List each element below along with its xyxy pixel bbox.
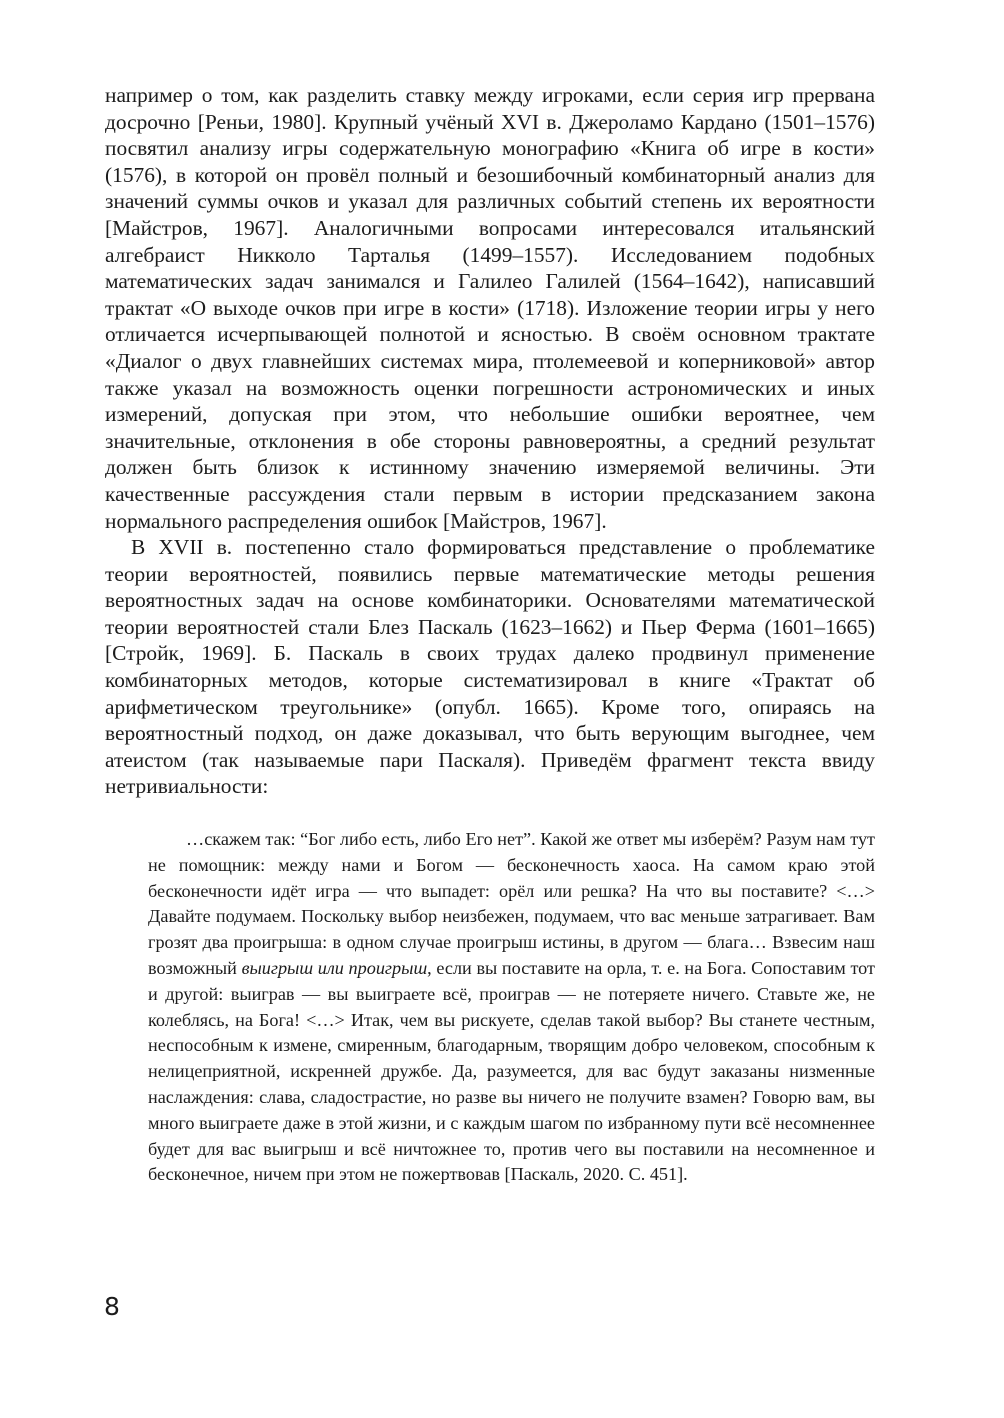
quote-italic-phrase: выигрыш или проигрыш — [241, 958, 428, 979]
paragraph-pascal-fermat: В XVII в. постепенно стало формироваться представление о проблематике теории вероятностей, появились первые математические методы решения вероятностных задач на основе комбинаторики. Основателями математической теории вероятностей стали Блез Паскаль (1623–1662) и Пьер Ферма (1601–1665) [Стройк, 1969]. Б. Паскаль в своих трудах далеко продвинул применение комбинаторных методов, которые систематизировал в книге «Трактат об арифметическом треугольнике» (опубл. 1665). Кроме того, опираясь на вероятностный подход, он даже доказывал, что быть верующим выгоднее, чем атеистом (так называемые пари Паскаля). Приведём фрагмент текста ввиду нетривиальности: — [105, 535, 875, 799]
paragraph-cardano-galileo: например о том, как разделить ставку между игроками, если серия игр прервана досрочно [Реньи, 1980]. Крупный учёный XVI в. Джероламо Кардано (1501–1576) посвятил анализу игры содержательную монографию «Книга об игре в кости» (1576), в которой он провёл полный и безошибочный комбинаторный анализ для значений суммы очков и указал для различных событий степень их вероятности [Майстров, 1967]. Аналогичными вопросами интересовался итальянский алгебраист Никколо Тарталья (1499–1557). Исследованием подобных математических задач занимался и Галилео Галилей (1564–1642), написавший трактат «О выходе очков при игре в кости» (1718). Изложение теории игры у него отличается исчерпывающей полнотой и ясностью. В своём основном трактате «Диалог о двух главнейших системах мира, птолемеевой и коперниковой» автор также указал на возможность оценки погрешности астрономических и иных измерений, допуская при этом, что небольшие ошибки вероятнее, чем значительные, отклонения в обе стороны равновероятны, а средний результат должен быть близок к истинному значению измеряемой величины. Эти качественные рассуждения стали первым в истории предсказанием закона нормального распределения ошибок [Майстров, 1967]. — [105, 83, 875, 533]
quote-text-part-1: …скажем так: “Бог либо есть, либо Его нет”. Какой же ответ мы изберём? Разум нам тут не помощник: между нами и Богом — бесконечность хаоса. На самом краю этой бесконечности идёт игра — что выпадет: орёл или решка? На что вы поставите? <…> Давайте подумаем. Поскольку выбор неизбежен, подумаем, что вас меньше затрагивает. Вам грозят два проигрыша: в одном случае проигрыш истины, в другом — блага… Взвесим наш возможный — [148, 829, 875, 979]
page-number: 8 — [104, 1292, 120, 1321]
pascal-wager-quote — [148, 827, 875, 1188]
page-content — [105, 82, 875, 1188]
quote-text-part-2: , если вы поставите на орла, т. е. на Бога. Сопоставим тот и другой: выиграв — вы выиграете всё, проиграв — не потеряете ничего. Ставьте же, не колеблясь, на Бога! <…> Итак, чем вы рискуете, сделав такой выбор? Вы станете честным, неспособным к измене, смиренным, благодарным, творящим добро человеком, способным к нелицеприятной, искренней дружбе. Да, разумеется, для вас будут заказаны низменные наслаждения: слава, сладострастие, но разве вы ничего не получите взамен? Говорю вам, вы много выиграете даже в этой жизни, и с каждым шагом по избранному пути всё несомненнее будет для вас выигрыш и всё ничтожнее то, против чего вы поставили на несомненное и бесконечное, ничем при этом не пожертвовав [Паскаль, 2020. С. 451]. — [148, 958, 875, 1185]
